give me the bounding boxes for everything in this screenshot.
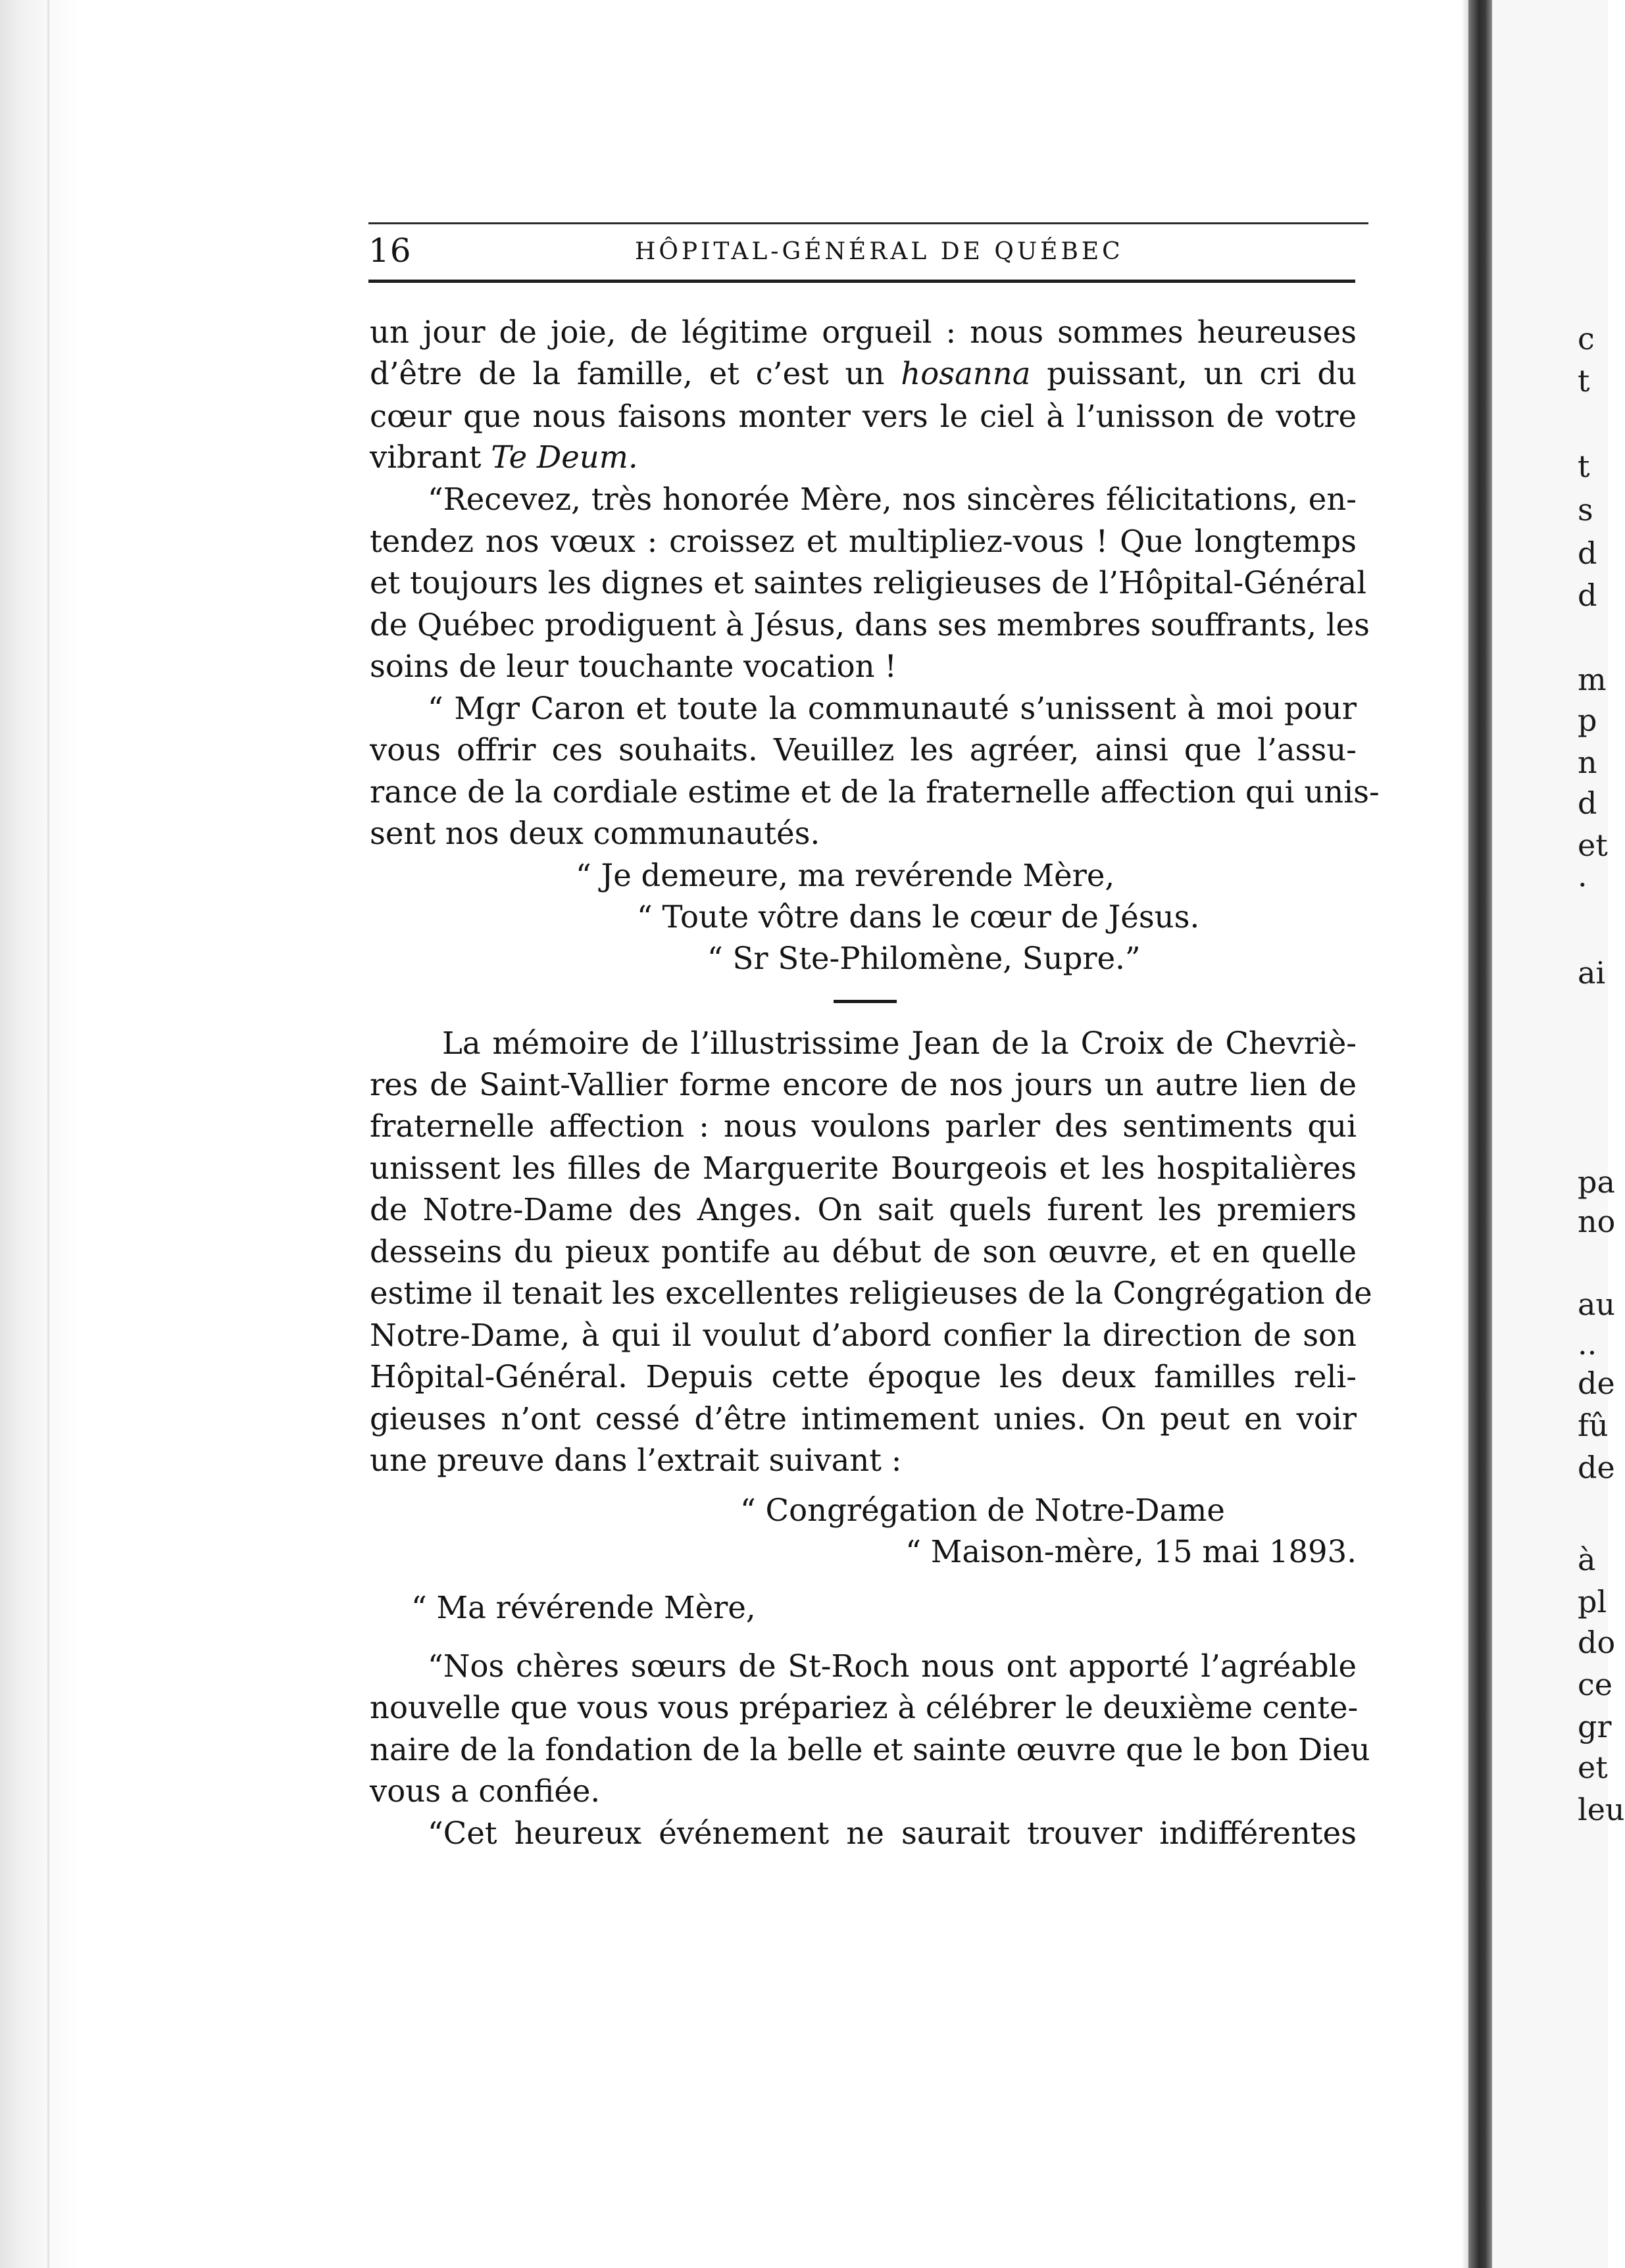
text-line: unissent les filles de Marguerite Bourgeois et les hospitalières [370,1150,1357,1186]
facing-page-fragment: au [1578,1287,1616,1322]
text-segment: d’être de la famille, et c’est un [370,356,885,391]
facing-page-fragment: no [1578,1204,1616,1239]
text-line: sent nos deux communautés. [370,816,820,851]
italic-hosanna: hosanna [901,356,1031,391]
scan-left-edge [0,0,79,2268]
facing-page-fragment: d [1578,785,1597,821]
facing-page-fragment: d [1578,578,1597,613]
facing-page-fragment: à [1578,1542,1596,1577]
running-head [368,220,1355,279]
page-number: 16 [368,232,412,270]
text-line: vous a confiée. [370,1773,601,1809]
text-line: desseins du pieux pontife au début de son œuvre, et en quelle [370,1234,1357,1270]
facing-page-fragment: et [1578,827,1608,863]
text-line: res de Saint-Vallier forme encore de nos jours un autre lien de [370,1067,1357,1102]
header-rule-bottom [368,280,1355,283]
text-line: La mémoire de l’illustrissime Jean de la Croix de Chevriè- [442,1025,1357,1061]
text-line: gieuses n’ont cessé d’être intimement unies. On peut en voir [370,1401,1357,1437]
text-line: “Recevez, très honorée Mère, nos sincères félicitations, en- [428,481,1357,517]
facing-page-fragment: t [1578,363,1590,399]
text-line: “ Mgr Caron et toute la communauté s’unissent à moi pour [428,691,1357,726]
scan-left-edge-line [47,0,49,2268]
text-line [370,358,1357,389]
signature-line: “ Sr Ste-Philomène, Supre.” [707,941,1141,976]
facing-page-fragment: c [1578,321,1595,357]
running-title: HÔPITAL-GÉNÉRAL DE QUÉBEC [635,238,1124,265]
text-line: Hôpital-Général. Depuis cette époque les deux familles reli- [370,1359,1357,1394]
letter-date-line: “ Maison-mère, 15 mai 1893. [905,1534,1357,1569]
facing-page-fragment: pl [1578,1584,1607,1619]
book-gutter [1468,0,1492,2268]
facing-page-fragment: .. [1578,1326,1597,1362]
facing-page-fragment: et [1578,1750,1608,1785]
text-line: de Notre-Dame des Anges. On sait quels furent les premiers [370,1192,1357,1227]
text-line: rance de la cordiale estime et de la fraternelle affection qui unis- [370,774,1380,810]
facing-page-fragment: gr [1578,1709,1612,1744]
facing-page-fragment: p [1578,703,1597,738]
text-line: “Nos chères sœurs de St-Roch nous ont apporté l’agréable [428,1648,1357,1684]
facing-page-fragment: t [1578,449,1590,484]
salutation: “ Ma révérende Mère, [411,1590,756,1625]
letter-heading-line: “ Congrégation de Notre-Dame [740,1492,1225,1528]
signature-line: “ Toute vôtre dans le cœur de Jésus. [637,899,1200,935]
text-line [370,439,638,475]
facing-page-fragment: ce [1578,1667,1613,1702]
text-line: estime il tenait les excellentes religieuses de la Congrégation de [370,1275,1372,1311]
facing-page-fragment: m [1578,662,1607,697]
section-separator [834,1000,897,1003]
italic-te-deum: Te Deum. [491,439,638,475]
facing-page-fragment: s [1578,492,1593,528]
facing-page-fragment: de [1578,1366,1615,1401]
text-line: fraternelle affection : nous voulons parler des sentiments qui [370,1108,1357,1144]
text-line: de Québec prodiguent à Jésus, dans ses membres souffrants, les [370,607,1370,643]
facing-page-fragment: leu [1578,1792,1625,1827]
text-line: Notre-Dame, à qui il voulut d’abord confier la direction de son [370,1318,1357,1353]
facing-page-fragment: d [1578,535,1597,571]
facing-page-fragment: · [1578,867,1588,902]
text-line: soins de leur touchante vocation ! [370,649,897,684]
text-line: une preuve dans l’extrait suivant : [370,1442,902,1478]
text-line: naire de la fondation de la belle et sainte œuvre que le bon Dieu [370,1732,1370,1767]
facing-page-fragment: n [1578,745,1597,780]
facing-page-fragment: ai [1578,955,1606,991]
text-line: “Cet heureux événement ne saurait trouver indifférentes [428,1815,1357,1851]
text-line: tendez nos vœux : croissez et multipliez-vous ! Que longtemps [370,524,1357,559]
facing-page-fragment: do [1578,1625,1616,1660]
text-line: cœur que nous faisons monter vers le ciel à l’unisson de votre [370,399,1357,434]
facing-page-fragment: fû [1578,1408,1609,1443]
text-line: vous offrir ces souhaits. Veuillez les agréer, ainsi que l’assu- [370,732,1357,768]
text-line: nouvelle que vous vous prépariez à célébrer le deuxième cente- [370,1690,1359,1725]
text-segment: puissant, un cri du [1047,356,1357,391]
facing-page-fragment: pa [1578,1164,1615,1200]
text-line: un jour de joie, de légitime orgueil : nous sommes heureuses [370,314,1357,350]
text-line: et toujours les dignes et saintes religieuses de l’Hôpital-Général [370,565,1367,601]
facing-page-fragment: de [1578,1450,1615,1485]
text-segment: vibrant [370,439,482,475]
signature-line: “ Je demeure, ma revérende Mère, [576,858,1115,893]
